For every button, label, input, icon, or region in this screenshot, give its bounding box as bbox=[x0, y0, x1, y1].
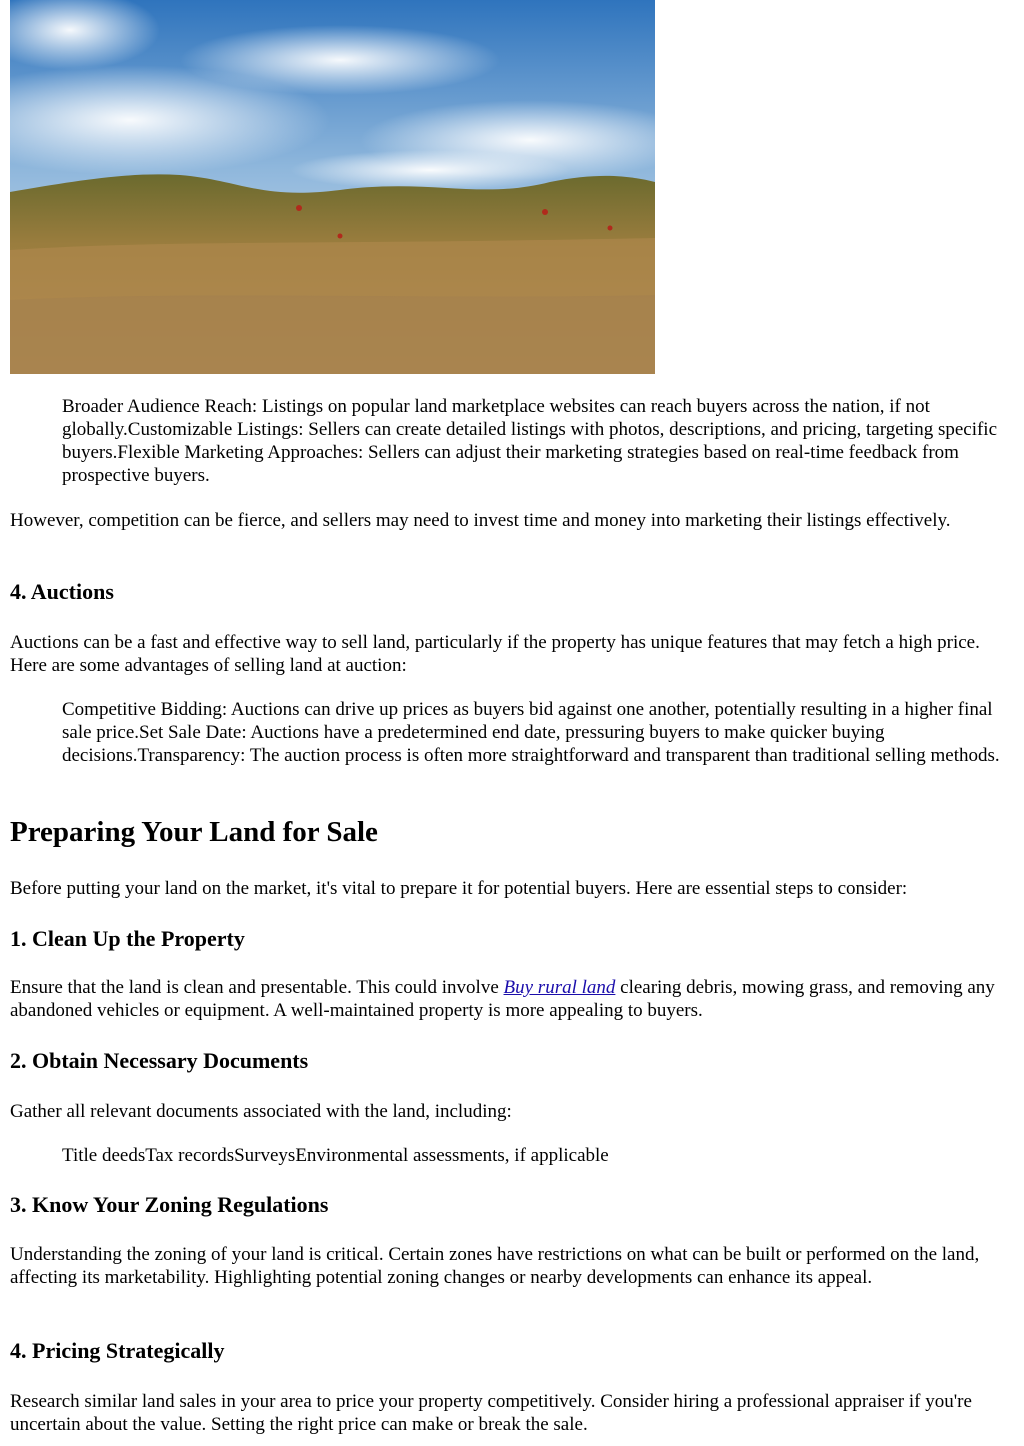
paragraph-zoning: Understanding the zoning of your land is critical. Certain zones have restrictions on what can be built or performed on the land, affecting its marketability. Highlighting potential zoning changes or nearby developments can enhance its appeal. bbox=[10, 1244, 980, 1288]
paragraph-auctions: Auctions can be a fast and effective way to sell land, particularly if the property has unique features that may fetch a high price. Here are some advantages of selling land at auction: bbox=[10, 632, 980, 676]
paragraph-pricing: Research similar land sales in your area to price your property competitively. Consider hiring a professional appraiser if you're uncertain about the value. Setting the right price can make or break the sale. bbox=[10, 1391, 972, 1435]
section-title: Preparing Your Land for Sale bbox=[10, 816, 378, 848]
blockquote-online-advantages: Broader Audience Reach: Listings on popular land marketplace websites can reach buyers across the nation, if not globally.Customizable Listings: Sellers can create detailed listings with photos, descriptions, and pricing, targeting specific buyers.Flexible Marketing Approaches: Sellers can adjust their marketing strategies based on real-time feedback from prospective buyers. bbox=[62, 396, 998, 486]
paragraph-documents: Gather all relevant documents associated with the land, including: bbox=[10, 1101, 512, 1122]
heading-clean-up: 1. Clean Up the Property bbox=[10, 926, 245, 951]
paragraph-intro: Before putting your land on the market, it's vital to prepare it for potential buyers. Here are essential steps to consider: bbox=[10, 878, 908, 899]
blockquote-documents-list: Title deedsTax recordsSurveysEnvironmental assessments, if applicable bbox=[62, 1145, 609, 1166]
heading-auctions: 4. Auctions bbox=[10, 579, 114, 604]
heading-documents: 2. Obtain Necessary Documents bbox=[10, 1048, 309, 1073]
blockquote-auction-advantages: Competitive Bidding: Auctions can drive up prices as buyers bid against one another, potentially resulting in a higher final sale price.Set Sale Date: Auctions have a predetermined end date, pressuring buyers to make quicker buying decisions.Transparency: The auction process is often more straightforward and transparent than traditional selling methods. bbox=[62, 699, 1000, 766]
clean-up-text-end: clearing debris, mowing grass, and removing any abandoned vehicles or equipment. A well-maintained property is more appealing to buyers. bbox=[10, 977, 995, 1021]
heading-zoning: 3. Know Your Zoning Regulations bbox=[10, 1192, 329, 1217]
paragraph-clean-up bbox=[10, 976, 1015, 1022]
paragraph-competition: However, competition can be fierce, and sellers may need to invest time and money into marketing their listings effectively. bbox=[10, 510, 951, 531]
clean-up-text-start: Ensure that the land is clean and presentable. This could involve bbox=[10, 977, 504, 998]
heading-pricing: 4. Pricing Strategically bbox=[10, 1338, 225, 1363]
buy-rural-land-link[interactable]: Buy rural land bbox=[503, 977, 616, 998]
landscape-photo bbox=[10, 0, 655, 374]
